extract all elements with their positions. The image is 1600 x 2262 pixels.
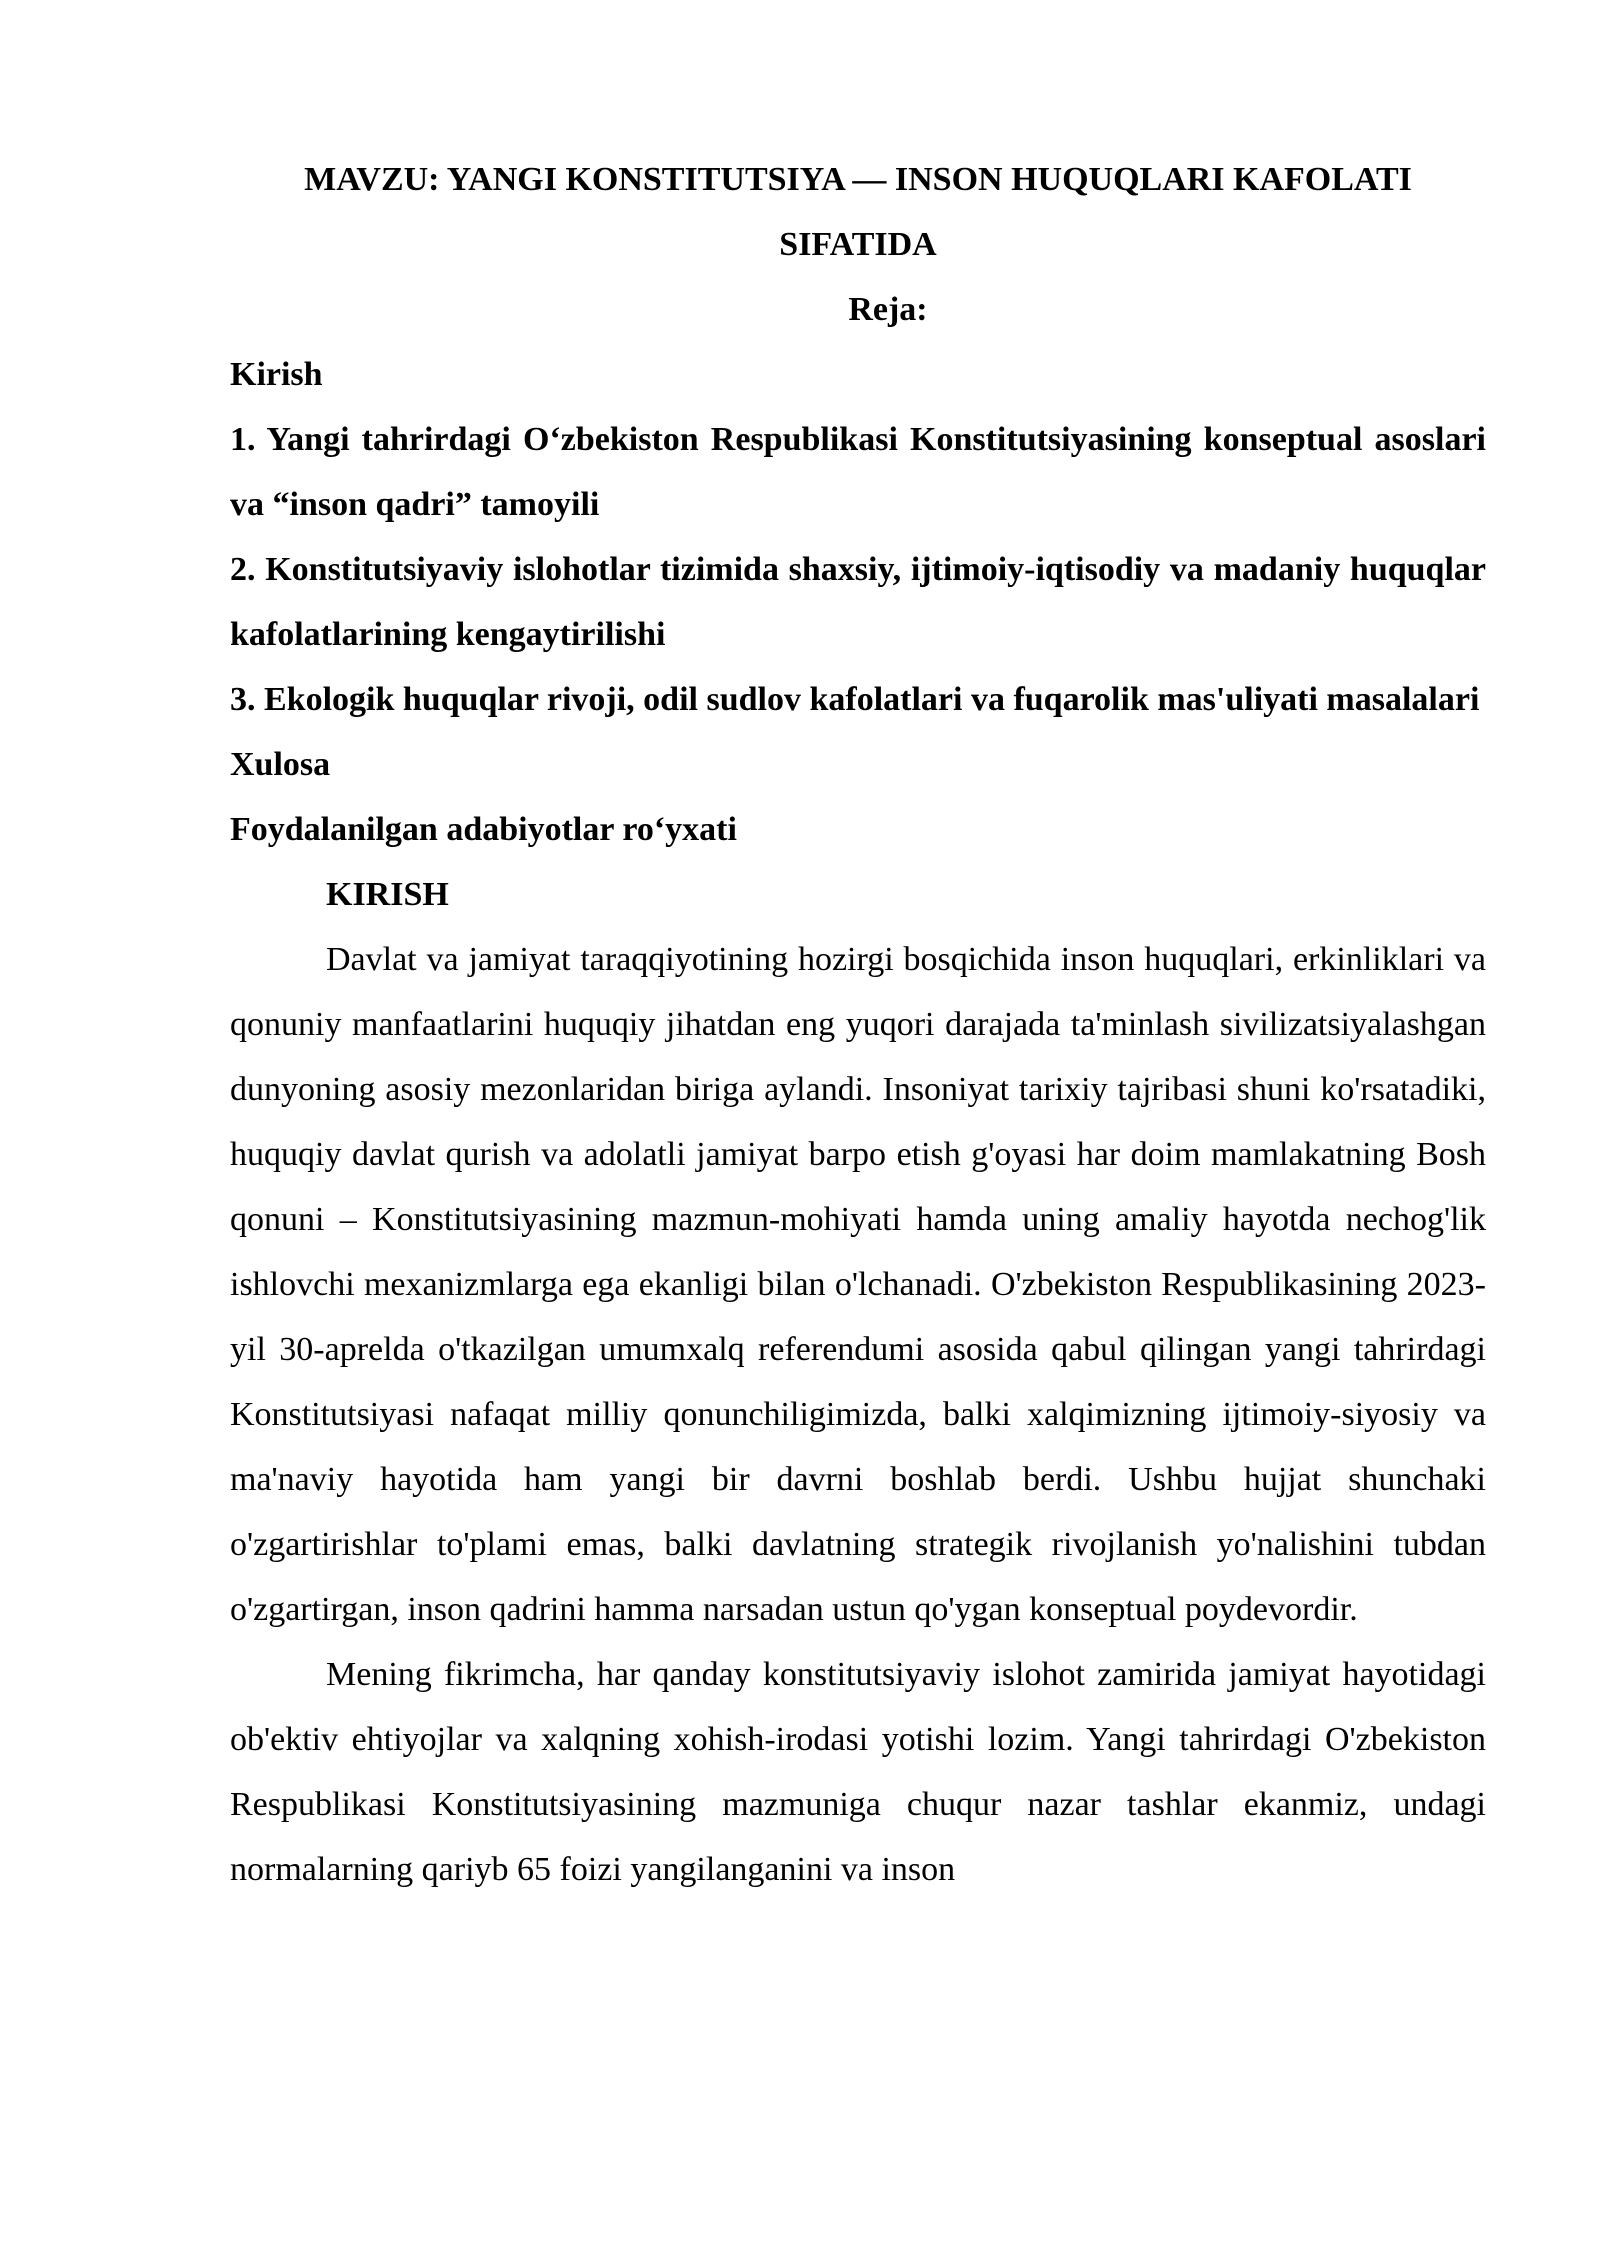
plan-item-1: 1. Yangi tahrirdagi O‘zbekiston Respublikasi Konstitutsiyasining konseptual asoslari va “inson qadri” tamoyili [230, 421, 1486, 523]
document-title: MAVZU: YANGI KONSTITUTSIYA — INSON HUQUQLARI KAFOLATI SIFATIDA [304, 161, 1412, 263]
plan-item-references: Foydalanilgan adabiyotlar ro‘yxati [230, 811, 737, 848]
body-paragraph: Davlat va jamiyat taraqqiyotining hozirgi bosqichida inson huquqlari, erkinliklari va qonuniy manfaatlarini huquqiy jihatdan eng yuqori darajada ta'minlash sivilizatsiyalashgan dunyoning asosiy mezonlaridan biriga aylandi. Insoniyat tarixiy tajribasi shuni ko'rsatadiki, huquqiy davlat qurish va adolatli jamiyat barpo etish g'oyasi har doim mamlakatning Bosh qonuni – Konstitutsiyasining mazmun-mohiyati hamda uning amaliy hayotda nechog'lik ishlovchi mexanizmlarga ega ekanligi bilan o'lchanadi. O'zbekiston Respublikasining 2023-yil 30-aprelda o'tkazilgan umumxalq referendumi asosida qabul qilingan yangi tahrirdagi Konstitutsiyasi nafaqat milliy qonunchiligimizda, balki xalqimizning ijtimoiy-siyosiy va ma'naviy hayotida ham yangi bir davrni boshlab berdi. Ushbu hujjat shunchaki o'zgartirishlar to'plami emas, balki davlatning strategik rivojlanish yo'nalishini tubdan o'zgartirgan, inson qadrini hamma narsadan ustun qo'ygan konseptual poydevordir. [230, 941, 1486, 1628]
plan-item-conclusion: Xulosa [230, 746, 331, 783]
plan-heading: Reja: [848, 291, 928, 328]
plan-item-intro: Kirish [230, 356, 323, 393]
section-heading-kirish: KIRISH [326, 876, 449, 913]
plan-item-2: 2. Konstitutsiyaviy islohotlar tizimida shaxsiy, ijtimoiy-iqtisodiy va madaniy huquqlar kafolatlarining kengaytirilishi [230, 551, 1486, 653]
plan-list [230, 342, 1486, 862]
body-paragraph: Mening fikrimcha, har qanday konstitutsiyaviy islohot zamirida jamiyat hayotidagi ob'ektiv ehtiyojlar va xalqning xohish-irodasi yotishi lozim. Yangi tahrirdagi O'zbekiston Respublikasi Konstitutsiyasining mazmuniga chuqur nazar tashlar ekanmiz, undagi normalarning qariyb 65 foizi yangilanganini va inson [230, 1656, 1486, 1888]
document-body [230, 147, 1486, 1902]
plan-item-3: 3. Ekologik huquqlar rivoji, odil sudlov kafolatlari va fuqarolik mas'uliyati masalalari [230, 681, 1480, 718]
